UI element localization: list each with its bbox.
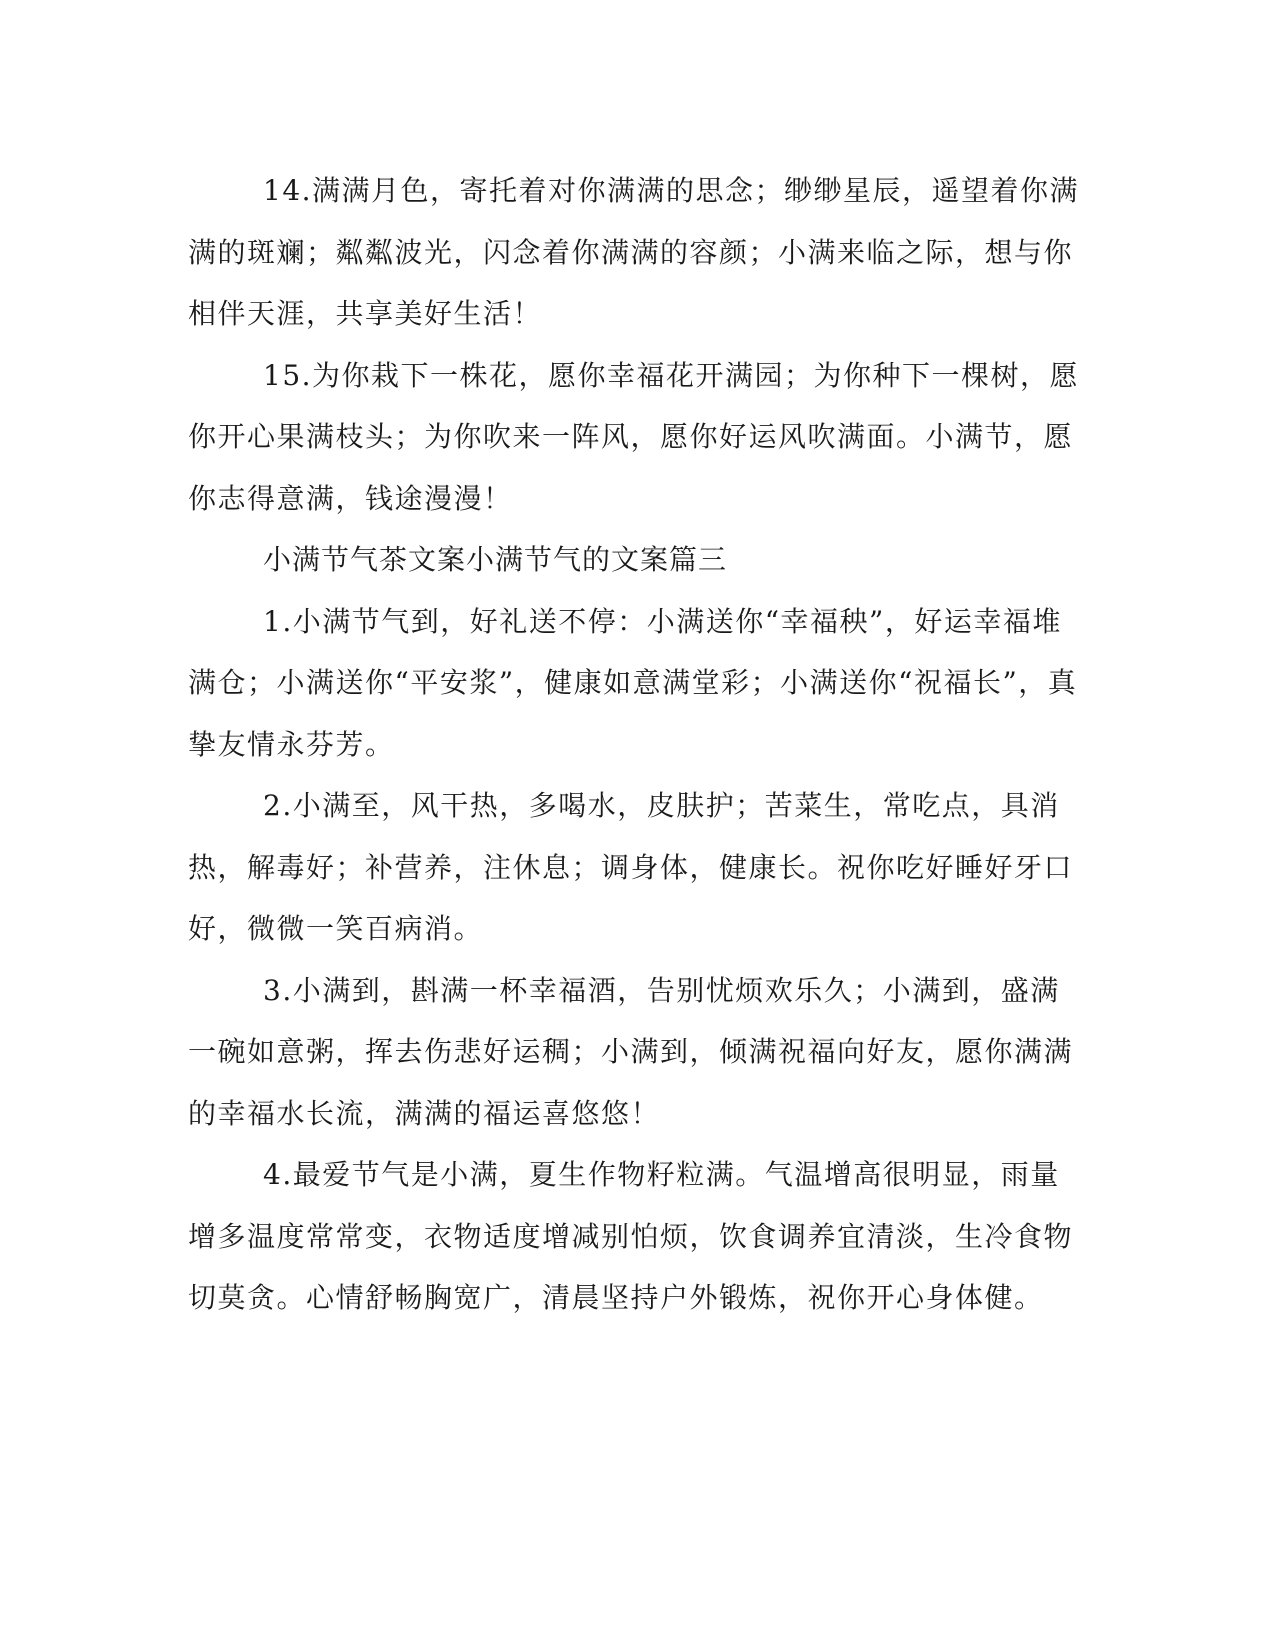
paragraph-2: 2.小满至，风干热，多喝水，皮肤护；苦菜生，常吃点，具消热，解毒好；补营养，注休息；调身体，健康长。祝你吃好睡好牙口好，微微一笑百病消。 (188, 789, 1074, 945)
document-body (188, 160, 1088, 1329)
paragraph-15: 15.为你栽下一株花，愿你幸福花开满园；为你种下一棵树，愿你开心果满枝头；为你吹来一阵风，愿你好运风吹满面。小满节，愿你志得意满，钱途漫漫！ (188, 358, 1080, 515)
paragraph-1: 1.小满节气到，好礼送不停：小满送你“幸福秧”，好运幸福堆满仓；小满送你“平安浆”，健康如意满堂彩；小满送你“祝福长”，真挚友情永芬芳。 (188, 604, 1078, 761)
paragraph-14: 14.满满月色，寄托着对你满满的思念；缈缈星辰，遥望着你满满的斑斓；粼粼波光，闪念着你满满的容颜；小满来临之际，想与你相伴天涯，共享美好生活！ (188, 174, 1080, 330)
paragraph-3: 3.小满到，斟满一杯幸福酒，告别忧烦欢乐久；小满到，盛满一碗如意粥，挥去伤悲好运稠；小满到，倾满祝福向好友，愿你满满的幸福水长流，满满的福运喜悠悠！ (188, 973, 1074, 1130)
paragraph-4: 4.最爱节气是小满，夏生作物籽粒满。气温增高很明显，雨量增多温度常常变，衣物适度增减别怕烦，饮食调养宜清淡，生冷食物切莫贪。心情舒畅胸宽广，清晨坚持户外锻炼，祝你开心身体健。 (188, 1158, 1074, 1314)
section-heading: 小满节气茶文案小满节气的文案篇三 (263, 543, 728, 576)
